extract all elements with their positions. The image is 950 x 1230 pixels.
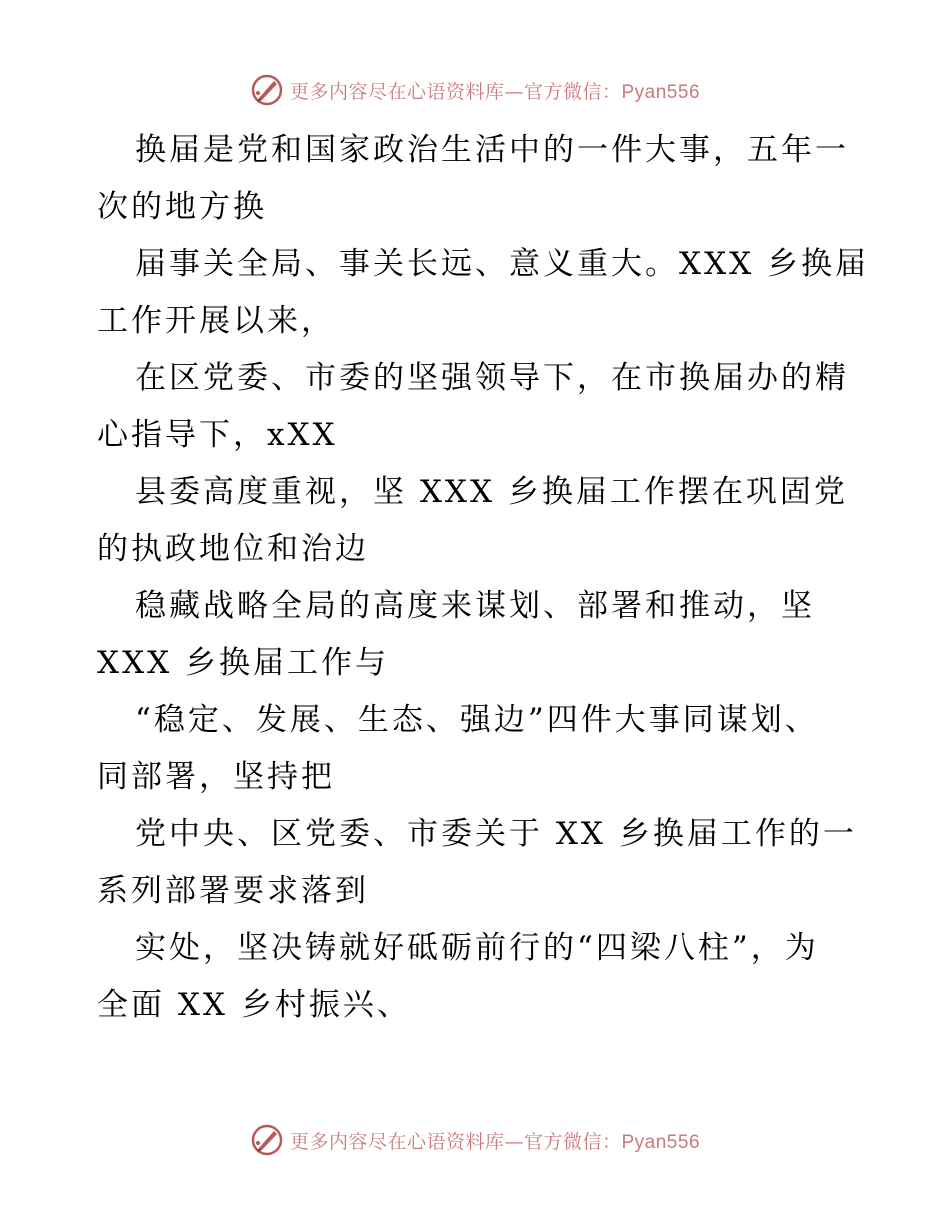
quill-logo-icon: [250, 73, 284, 107]
footer-banner: [0, 1120, 950, 1160]
text-line: 次的地方换: [97, 189, 267, 225]
banner-text: [290, 1127, 700, 1154]
header-banner: [0, 70, 950, 110]
text-line: 心指导下，xXX: [97, 417, 338, 453]
quill-logo-icon: [250, 1123, 284, 1157]
text-line: XXX 乡换届工作与: [97, 645, 390, 681]
text-line: “稳定、发展、生态、强边”四件大事同谋划、: [135, 702, 819, 738]
banner-wechat-id: Pyan556: [621, 1131, 701, 1153]
banner-main-text: 更多内容尽在心语资料库—官方微信：: [289, 1130, 622, 1153]
text-line: 的执政地位和治边: [97, 531, 369, 567]
banner-main-text: 更多内容尽在心语资料库—官方微信：: [289, 80, 622, 103]
text-line: 全面 XX 乡村振兴、: [97, 987, 411, 1023]
text-line: 系列部署要求落到: [97, 873, 369, 909]
banner-wechat-id: Pyan556: [621, 81, 701, 103]
text-line: 工作开展以来，: [97, 303, 335, 339]
text-line: 实处，坚决铸就好砥砺前行的“四梁八柱”，为: [135, 930, 819, 966]
text-line: 稳藏战略全局的高度来谋划、部署和推动，坚: [135, 588, 815, 624]
text-line: 党中央、区党委、市委关于 XX 乡换届工作的一: [135, 816, 857, 852]
text-line: 县委高度重视，坚 XXX 乡换届工作摆在巩固党: [135, 474, 848, 510]
text-line: 在区党委、市委的坚强领导下，在市换届办的精: [135, 360, 849, 396]
text-line: 同部署，坚持把: [97, 759, 335, 795]
text-line: 换届是党和国家政治生活中的一件大事，五年一: [135, 132, 849, 168]
document-body: [97, 122, 870, 1034]
banner-text: [290, 77, 700, 104]
text-line: 届事关全局、事关长远、意义重大。XXX 乡换届: [135, 246, 870, 282]
